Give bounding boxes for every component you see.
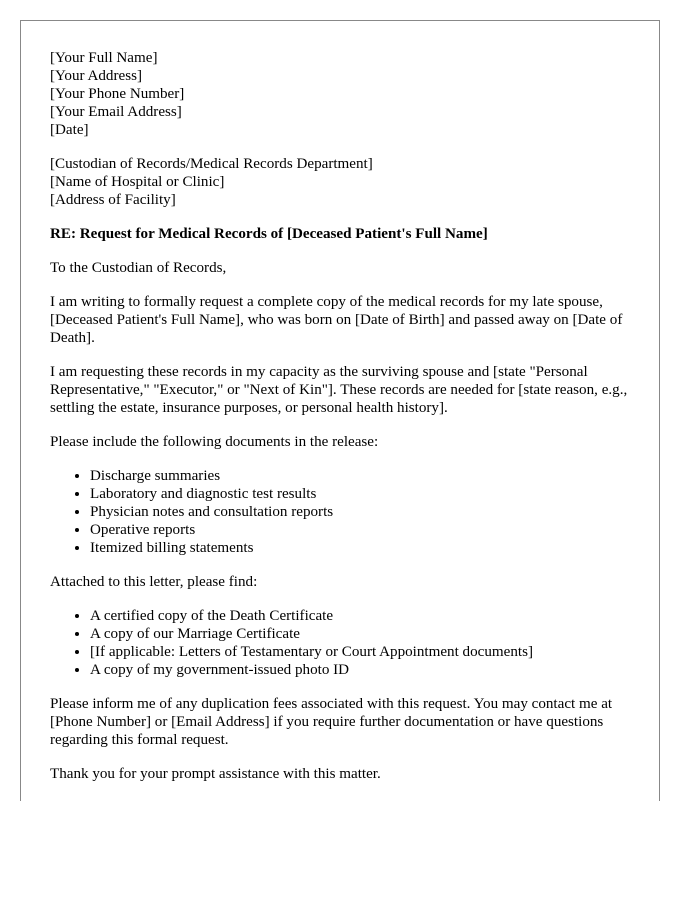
list-item: • A certified copy of the Death Certificate xyxy=(90,607,640,625)
recipient-department: [Custodian of Records/Medical Records Department] xyxy=(50,156,373,172)
sender-phone: [Your Phone Number] xyxy=(50,86,185,102)
recipient-facility-name: [Name of Hospital or Clinic] xyxy=(50,174,225,190)
documents-intro: Please include the following documents in the release: xyxy=(50,434,379,450)
list-item: • Itemized billing statements xyxy=(90,539,640,557)
sender-name: [Your Full Name] xyxy=(50,50,158,66)
list-item: • [If applicable: Letters of Testamentary or Court Appointment documents] xyxy=(90,643,640,661)
attachments-list xyxy=(50,607,640,679)
sender-block xyxy=(50,49,640,139)
capacity-paragraph: I am requesting these records in my capacity as the surviving spouse and [state "Personal Representative," "Executor," or "Next of Kin"]. These records are needed for [state reason, e.g., settling the estate, insurance purposes, or personal health history]. xyxy=(50,364,628,416)
sender-email: [Your Email Address] xyxy=(50,104,182,120)
recipient-facility-address: [Address of Facility] xyxy=(50,192,176,208)
list-item: • Physician notes and consultation reports xyxy=(90,503,640,521)
list-item: • A copy of my government-issued photo ID xyxy=(90,661,640,679)
letter-page xyxy=(20,20,660,801)
list-item: • Operative reports xyxy=(90,521,640,539)
intro-paragraph: I am writing to formally request a complete copy of the medical records for my late spouse, [Deceased Patient's Full Name], who was born on [Date of Birth] and passed away on [Date of Death]. xyxy=(50,294,623,346)
list-item: • A copy of our Marriage Certificate xyxy=(90,625,640,643)
sender-address: [Your Address] xyxy=(50,68,142,84)
letter-body xyxy=(50,49,640,799)
list-item: • Laboratory and diagnostic test results xyxy=(90,485,640,503)
subject-line: RE: Request for Medical Records of [Deceased Patient's Full Name] xyxy=(50,226,488,242)
list-item: • Discharge summaries xyxy=(90,467,640,485)
fees-paragraph: Please inform me of any duplication fees associated with this request. You may contact me at [Phone Number] or [Email Address] if you require further documentation or have questions regarding this formal request. xyxy=(50,696,613,748)
documents-list xyxy=(50,467,640,557)
thanks-paragraph: Thank you for your prompt assistance with this matter. xyxy=(50,766,381,782)
salutation: To the Custodian of Records, xyxy=(50,260,227,276)
attachments-intro: Attached to this letter, please find: xyxy=(50,574,258,590)
recipient-block xyxy=(50,155,640,209)
letter-date: [Date] xyxy=(50,122,89,138)
